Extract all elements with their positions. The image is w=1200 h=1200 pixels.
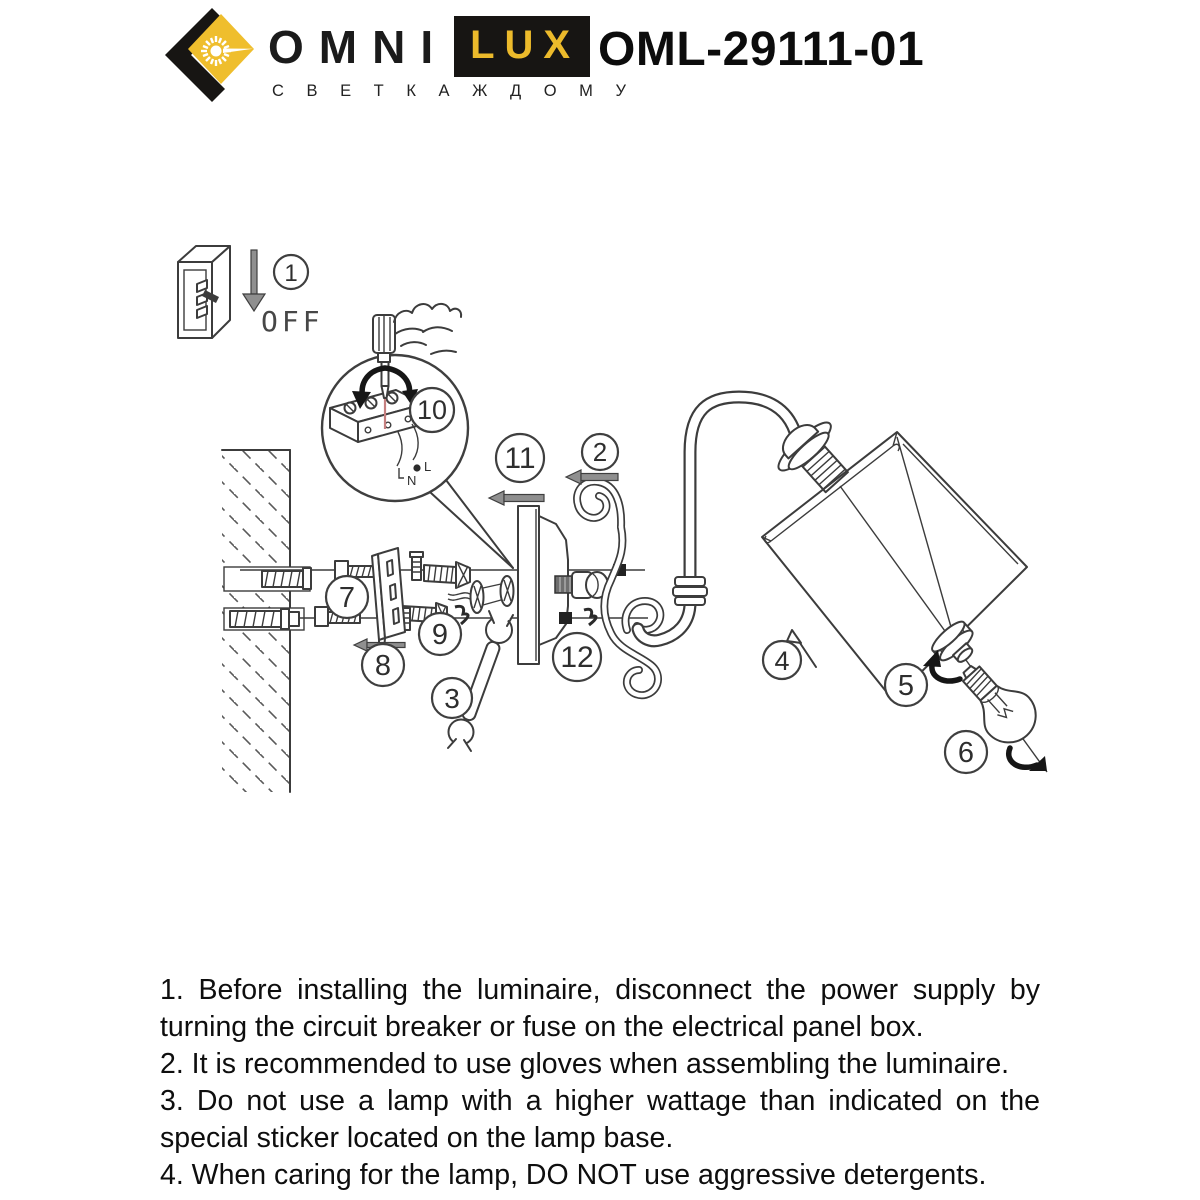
lamp-arm [638,397,795,641]
arrow-left-under-11-icon [489,491,544,505]
svg-text:12: 12 [560,641,594,674]
svg-text:1: 1 [284,260,298,287]
instruction-1-line-2: turning the circuit breaker or fuse on the electrical panel box. [160,1011,924,1043]
step-marker-2 [582,434,618,470]
threaded-stud-upper [410,552,423,580]
svg-text:10: 10 [416,395,448,425]
instruction-3-line-1: 3. Do not use a lamp with a higher wattage than indicated on the [160,1085,1040,1117]
header [0,0,1200,230]
step-marker-7 [326,576,368,618]
svg-text:3: 3 [444,683,460,714]
step-marker-1 [274,255,308,289]
instruction-3-line-2: special sticker located on the lamp base. [160,1122,674,1154]
instruction-1 [160,972,1040,1046]
brand-text-omni: OMNI [268,20,449,73]
wall-anchor-lower [230,609,299,629]
off-label: OFF [261,305,324,338]
breaker-box [178,246,230,338]
instruction-4 [160,1157,1040,1194]
svg-text:8: 8 [374,650,392,682]
hex-nut-lower [559,612,572,624]
instruction-2 [160,1046,1040,1083]
svg-text:9: 9 [431,619,449,651]
expansion-plug-upper [424,562,470,588]
threaded-nipple [555,576,572,593]
brand-wordmark [268,16,590,77]
wall-anchor-upper [262,568,311,589]
step-marker-8 [362,644,404,686]
power-off-arrow-icon [243,250,265,311]
spring-clip-canopy [584,609,596,625]
step-marker-6 [945,731,987,773]
brand-badge-lux: LUX [454,16,590,77]
mounting-bracket [370,548,405,653]
svg-text:6: 6 [957,737,975,769]
svg-text:11: 11 [504,442,536,475]
magnifier-callout [322,304,513,568]
step-marker-12 [553,633,601,681]
brand-logo-icon [165,6,265,108]
svg-text:5: 5 [897,670,915,702]
instruction-3 [160,1083,1040,1157]
step-marker-10 [410,388,454,432]
instruction-2-line-1: 2. It is recommended to use gloves when assembling the luminaire. [160,1048,1010,1080]
svg-text:4: 4 [774,646,790,676]
step-marker-3 [432,678,472,718]
svg-text:7: 7 [338,582,356,614]
socket-bell [766,409,862,505]
instruction-4-line-1: 4. When caring for the lamp, DO NOT use aggressive detergents. [160,1159,987,1191]
installation-instructions [160,972,1040,1194]
wire-label-l: L [424,459,432,474]
step-marker-5 [885,664,927,706]
brand-tagline: С В Е Т К А Ж Д О М У [272,82,635,100]
wire-label-n: N [407,473,417,488]
instruction-1-line-1: 1. Before installing the luminaire, disconnect the power supply by [160,974,1040,1006]
installation-diagram [0,228,1200,973]
model-number: OML-29111-01 [598,23,925,76]
step-marker-9 [419,613,461,655]
step-marker-11 [496,434,544,482]
hand-icon [394,304,461,354]
svg-text:2: 2 [592,437,608,467]
step-marker-4 [763,641,801,679]
bulb-rotation-arrow-icon [1009,748,1047,771]
